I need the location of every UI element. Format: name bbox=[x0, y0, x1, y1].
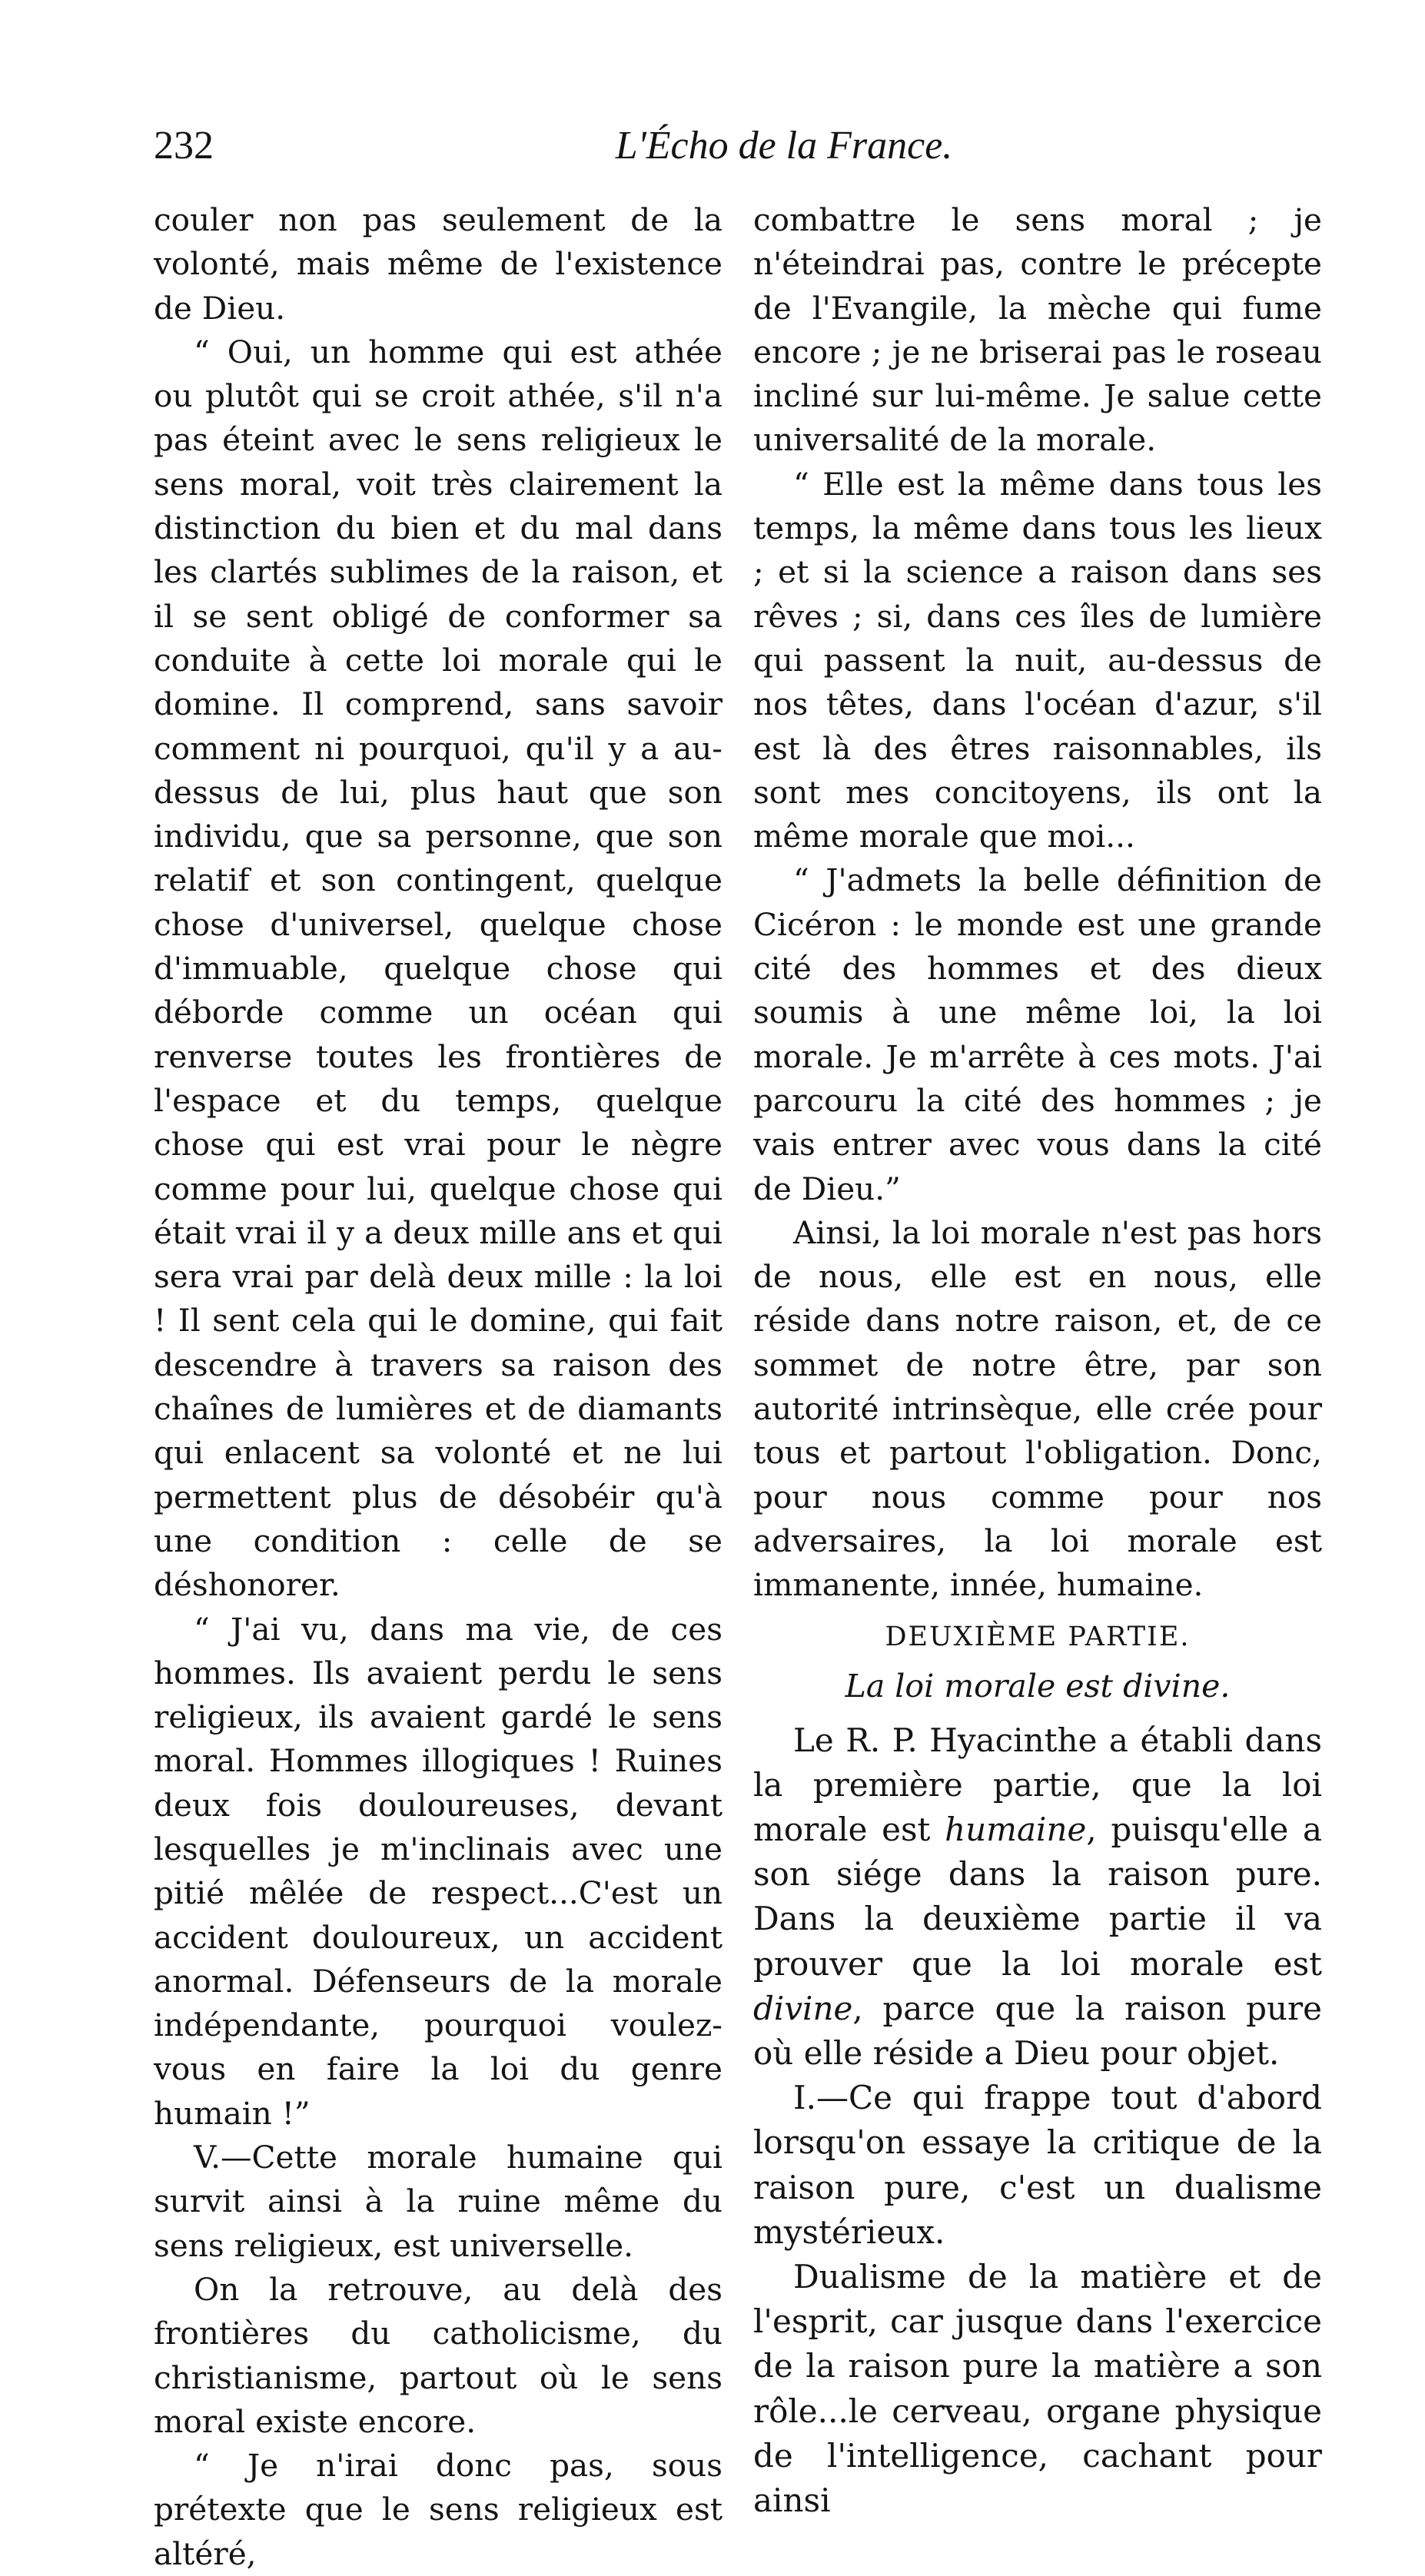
paragraph: “ J'ai vu, dans ma vie, de ces hommes. Ils avaient perdu le sens religieux, ils avaient gardé le sens moral. Hommes illogiques ! Ruines deux fois douloureuses, devant lesquelles je m'inclinais avec une pitié mêlée de respect...C'est un accident douloureux, un accident anormal. Défenseurs de la morale indépendante, pourquoi voulez-vous en faire la loi du genre humain !” bbox=[154, 1610, 722, 2132]
paragraph: Dualisme de la matière et de l'esprit, car jusque dans l'exercice de la raison pure la matière a son rôle...le cerveau, organe physique de l'intelligence, cachant pour ainsi bbox=[753, 2257, 1322, 2519]
paragraph: On la retrouve, au delà des frontières du catholicisme, du christianisme, partout où le sens moral existe encore. bbox=[154, 2270, 722, 2440]
text-run: , parce que la raison pure où elle réside a Dieu pour objet. bbox=[753, 1989, 1322, 2072]
paragraph: “ Je n'irai donc pas, sous prétexte que le sens religieux est altéré, bbox=[154, 2447, 722, 2572]
paragraph: “ Oui, un homme qui est athée ou plutôt qui se croit athée, s'il n'a pas éteint avec le sens religieux le sens moral, voit très clairement la distinction du bien et du mal dans les clartés sublimes de la raison, et il se sent obligé de conformer sa conduite à cette loi morale qui le domine. Il comprend, sans savoir comment ni pourquoi, qu'il y a au-dessus de lui, plus haut que son individu, que sa personne, que son relatif et son contingent, quelque chose d'universel, quelque chose d'immuable, quelque chose qui déborde comme un océan qui renverse toutes les frontières de l'espace et du temps, quelque chose qui est vrai pour le nègre comme pour lui, quelque chose qui était vrai il y a deux mille ans et qui sera vrai par delà deux mille : la loi ! Il sent cela qui le domine, qui fait descendre à travers sa raison des chaînes de lumières et de diamants qui enlacent sa volonté et ne lui permettent plus de désobéir qu'à une condition : celle de se déshonorer. bbox=[154, 333, 722, 1604]
text-run: , puisqu'elle a son siége dans la raison pure. Dans la deuxième partie il va prouver que la loi morale est bbox=[753, 1810, 1322, 1983]
paragraph: “ J'admets la belle définition de Cicéron : le monde est une grande cité des hommes et des dieux soumis à une même loi, la loi morale. Je m'arrête à ces mots. J'ai parcouru la cité des hommes ; je vais entrer avec vous dans la cité de Dieu.” bbox=[753, 861, 1322, 1207]
running-title: L'Écho de la France. bbox=[615, 124, 953, 168]
page-header bbox=[154, 115, 1337, 177]
right-column bbox=[753, 198, 1322, 2523]
text-run: Le R. P. Hyacinthe a établi dans la première partie, que la loi morale est bbox=[753, 1721, 1322, 1848]
paragraph: “ Elle est la même dans tous les temps, la même dans tous les lieux ; et si la science a raison dans ses rêves ; si, dans ces îles de lumière qui passent la nuit, au-dessus de nos têtes, dans l'océan d'azur, s'il est là des êtres raisonnables, ils sont mes concitoyens, ils ont la même morale que moi... bbox=[753, 465, 1322, 855]
paragraph: V.—Cette morale humaine qui survit ainsi à la ruine même du sens religieux, est universelle. bbox=[154, 2139, 722, 2264]
paragraph: I.—Ce qui frappe tout d'abord lorsqu'on essaye la critique de la raison pure, c'est un dualisme mystérieux. bbox=[753, 2079, 1322, 2251]
emphasis-text: divine bbox=[753, 1989, 853, 2027]
paragraph: combattre le sens moral ; je n'éteindrai pas, contre le précepte de l'Evangile, la mèche qui fume encore ; je ne briserai pas le roseau incliné sur lui-même. Je salue cette universalité de la morale. bbox=[753, 201, 1322, 459]
page-number: 232 bbox=[154, 124, 214, 168]
left-column bbox=[154, 198, 722, 2576]
section-subtitle: La loi morale est divine. bbox=[845, 1667, 1231, 1705]
emphasis-text: humaine bbox=[945, 1810, 1087, 1848]
paragraph: couler non pas seulement de la volonté, mais même de l'existence de Dieu. bbox=[154, 201, 722, 327]
section-heading: DEUXIÈME PARTIE. bbox=[885, 1621, 1191, 1652]
paragraph bbox=[753, 1718, 1322, 2076]
paragraph: Ainsi, la loi morale n'est pas hors de nous, elle est en nous, elle réside dans notre raison, et, de ce sommet de notre être, par son autorité intrinsèque, elle crée pour tous et partout l'obligation. Donc, pour nous comme pour nos adversaires, la loi morale est immanente, innée, humaine. bbox=[753, 1213, 1322, 1604]
